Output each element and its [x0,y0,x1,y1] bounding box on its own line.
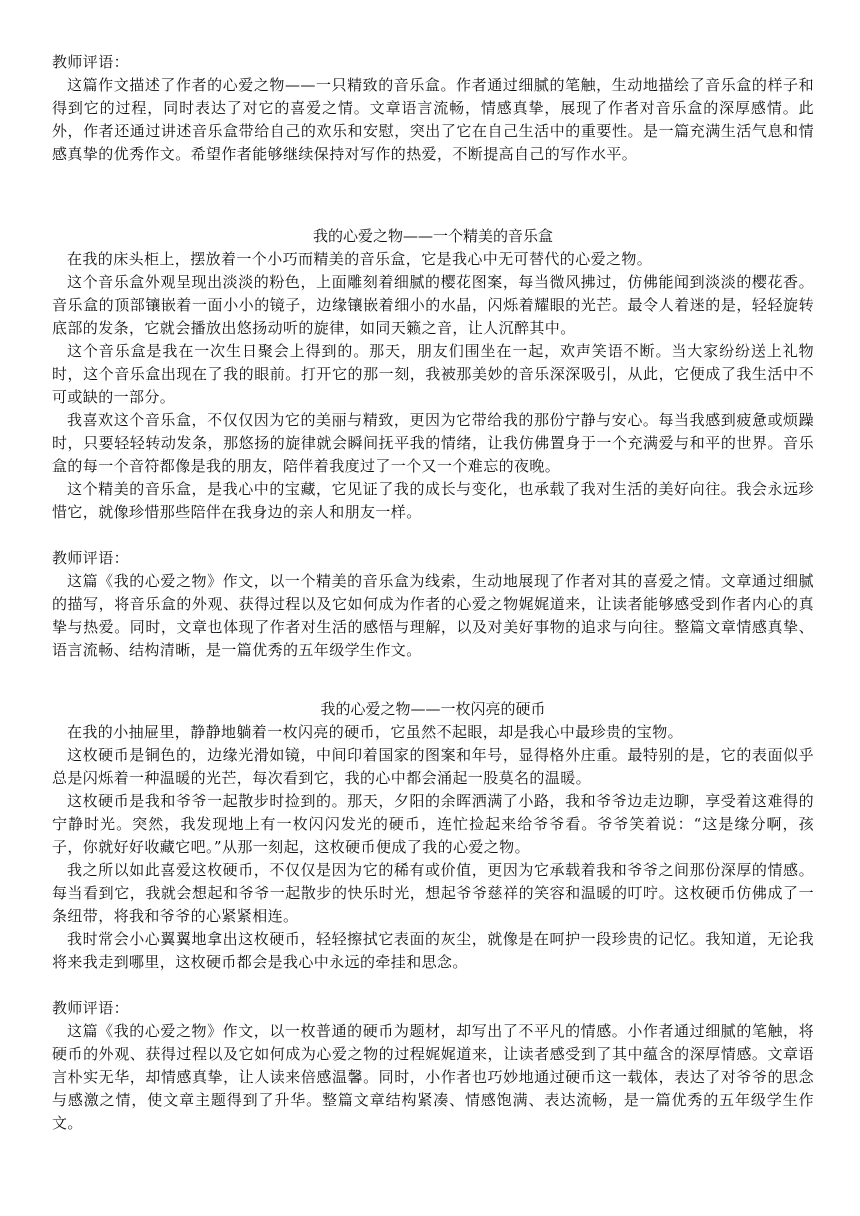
essay-title: 我的心爱之物——一枚闪亮的硬币 [320,700,546,718]
essay-paragraph: 我喜欢这个音乐盒，不仅仅因为它的美丽与精致，更因为它带给我的那份宁静与安心。每当我感到疲惫或烦躁时，只要轻轻转动发条，那悠扬的旋律就会瞬间抚平我的情绪，让我仿佛置身于一个充满爱与和平的世界。音乐盒的每一个音符都像是我的朋友，陪伴着我度过了一个又一个难忘的夜晚。 [52,411,814,475]
comment-label: 教师评语： [52,549,130,567]
comment-label: 教师评语： [52,999,130,1017]
teacher-comment-1 [52,51,814,166]
essay-paragraph: 在我的床头柜上，摆放着一个小巧而精美的音乐盒，它是我心中无可替代的心爱之物。 [67,250,653,268]
essay-paragraph: 我时常会小心翼翼地拿出这枚硬币，轻轻擦拭它表面的灰尘，就像是在呵护一段珍贵的记忆。我知道，无论我将来我走到哪里，这枚硬币都会是我心中永远的牵挂和思念。 [52,930,814,971]
comment-text: 这篇《我的心爱之物》作文，以一个精美的音乐盒为线索，生动地展现了作者对其的喜爱之情。文章通过细腻的描写，将音乐盒的外观、获得过程以及它如何成为作者的心爱之物娓娓道来，让读者能够感受到作者内心的真挚与热爱。同时，文章也体现了作者对生活的感悟与理解，以及对美好事物的追求与向往。整篇文章情感真挚、语言流畅、结构清晰，是一篇优秀的五年级学生作文。 [52,572,814,659]
essay-paragraph: 这个精美的音乐盒，是我心中的宝藏，它见证了我的成长与变化，也承载了我对生活的美好向往。我会永远珍惜它，就像珍惜那些陪伴在我身边的亲人和朋友一样。 [52,480,814,521]
essay-paragraph: 这个音乐盒是我在一次生日聚会上得到的。那天，朋友们围坐在一起，欢声笑语不断。当大家纷纷送上礼物时，这个音乐盒出现在了我的眼前。打开它的那一刻，我被那美妙的音乐深深吸引，从此，它便成了我生活中不可或缺的一部分。 [52,342,814,406]
comment-label: 教师评语： [52,53,130,71]
essay-paragraph: 这个音乐盒外观呈现出淡淡的粉色，上面雕刻着细腻的樱花图案，每当微风拂过，仿佛能闻到淡淡的樱花香。音乐盒的顶部镶嵌着一面小小的镜子，边缘镶嵌着细小的水晶，闪烁着耀眼的光芒。最令人着迷的是，轻轻旋转底部的发条，它就会播放出悠扬动听的旋律，如同天籁之音，让人沉醉其中。 [52,273,814,337]
essay-title: 我的心爱之物——一个精美的音乐盒 [312,227,553,245]
document-page [52,0,814,1135]
essay-paragraph: 这枚硬币是我和爷爷一起散步时捡到的。那天，夕阳的余晖洒满了小路，我和爷爷边走边聊，享受着这难得的宁静时光。突然，我发现地上有一枚闪闪发光的硬币，连忙捡起来给爷爷看。爷爷笑着说：“这是缘分啊，孩子，你就好好收藏它吧。”从那一刻起，这枚硬币便成了我的心爱之物。 [52,792,814,856]
essay-coin [52,698,814,974]
essay-music-box [52,225,814,524]
comment-text: 这篇《我的心爱之物》作文，以一枚普通的硬币为题材，却写出了不平凡的情感。小作者通过细腻的笔触，将硬币的外观、获得过程以及它如何成为心爱之物的过程娓娓道来，让读者感受到了其中蕴含的深厚情感。文章语言朴实无华，却情感真挚，让人读来倍感温馨。同时，小作者也巧妙地通过硬币这一载体，表达了对爷爷的思念与感激之情，使文章主题得到了升华。整篇文章结构紧凑、情感饱满、表达流畅，是一篇优秀的五年级学生作文。 [52,1022,814,1132]
teacher-comment-3 [52,997,814,1135]
essay-paragraph: 我之所以如此喜爱这枚硬币，不仅仅是因为它的稀有或价值，更因为它承载着我和爷爷之间那份深厚的情感。每当看到它，我就会想起和爷爷一起散步的快乐时光，想起爷爷慈祥的笑容和温暖的叮咛。这枚硬币仿佛成了一条纽带，将我和爷爷的心紧紧相连。 [52,861,814,925]
essay-paragraph: 在我的小抽屉里，静静地躺着一枚闪亮的硬币，它虽然不起眼，却是我心中最珍贵的宝物。 [67,723,684,741]
comment-text: 这篇作文描述了作者的心爱之物——一只精致的音乐盒。作者通过细腻的笔触，生动地描绘了音乐盒的样子和得到它的过程，同时表达了对它的喜爱之情。文章语言流畅，情感真挚，展现了作者对音乐盒的深厚感情。此外，作者还通过讲述音乐盒带给自己的欢乐和安慰，突出了它在自己生活中的重要性。是一篇充满生活气息和情感真挚的优秀作文。希望作者能够继续保持对写作的热爱，不断提高自己的写作水平。 [52,76,814,163]
teacher-comment-2 [52,547,814,662]
essay-paragraph: 这枚硬币是铜色的，边缘光滑如镜，中间印着国家的图案和年号，显得格外庄重。最特别的是，它的表面似乎总是闪烁着一种温暖的光芒，每次看到它，我的心中都会涌起一股莫名的温暖。 [52,746,814,787]
